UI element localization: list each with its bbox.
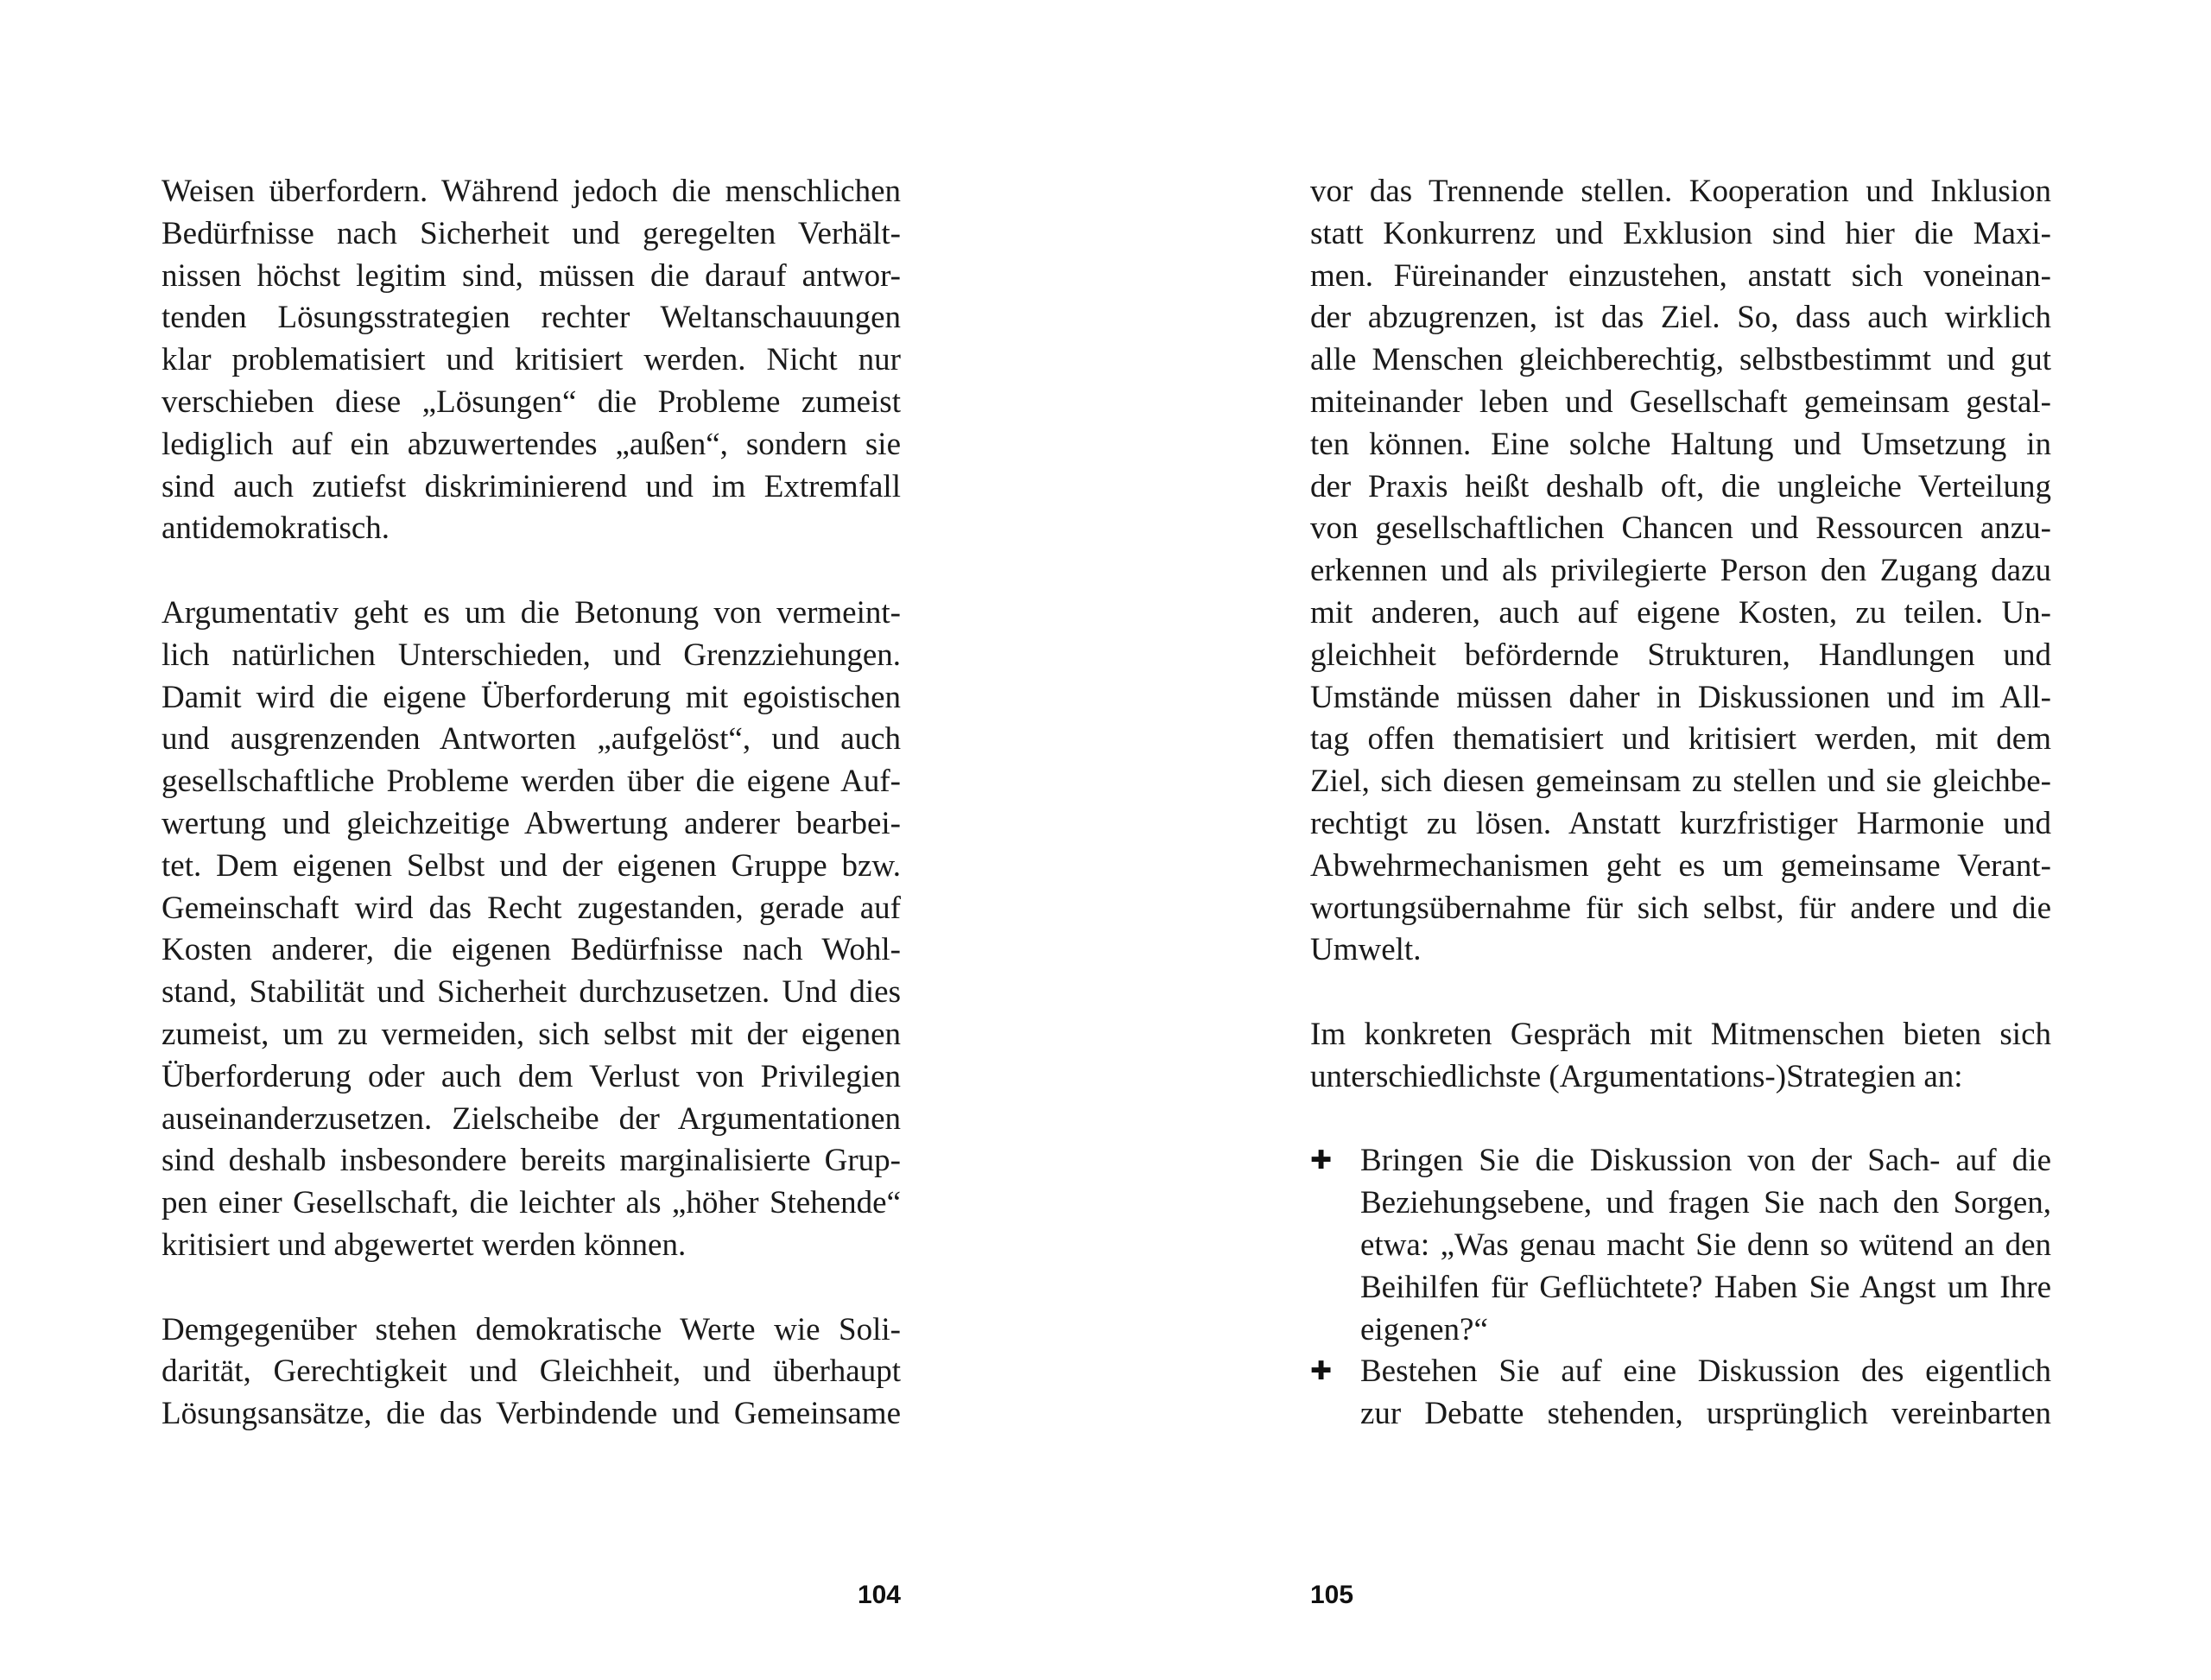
text-line: Gemeinschaft wird das Recht zugestanden, gerade auf: [162, 890, 901, 926]
strategy-list: [1310, 1140, 2051, 1436]
text-line: tet. Dem eigenen Selbst und der eigenen Gruppe bzw.: [162, 847, 901, 884]
text-line: miteinander leben und Gesellschaft gemeinsam gestal-: [1310, 384, 2051, 420]
text-line: gleichheit befördernde Strukturen, Handlungen und: [1310, 637, 2051, 673]
text-line: der abzugrenzen, ist das Ziel. So, dass auch wirklich: [1310, 300, 2051, 336]
text-line: ten können. Eine solche Haltung und Umsetzung in: [1310, 426, 2051, 462]
text-line: zur Debatte stehenden, ursprünglich vereinbarten: [1360, 1396, 2051, 1432]
text-line: von gesellschaftlichen Chancen und Ressourcen anzu-: [1310, 510, 2051, 547]
text-line: sind auch zutiefst diskriminierend und im Extremfall: [162, 468, 901, 504]
text-line: rechtigt zu lösen. Anstatt kurzfristiger Harmonie und: [1310, 805, 2051, 841]
right-page: [1106, 0, 2211, 1680]
text-line: Umstände müssen daher in Diskussionen und im All-: [1310, 679, 2051, 715]
list-item: [1310, 1351, 2051, 1436]
paragraph: [1310, 171, 2051, 972]
text-line: unterschiedlichste (Argumentations-)Strategien an:: [1310, 1058, 1963, 1094]
text-line: der Praxis heißt deshalb oft, die ungleiche Verteilung: [1310, 468, 2051, 504]
text-line: auseinanderzusetzen. Zielscheibe der Argumentationen: [162, 1100, 901, 1137]
paragraph: [162, 593, 901, 1267]
text-line: Damit wird die eigene Überforderung mit egoistischen: [162, 679, 901, 715]
text-line: klar problematisiert und kritisiert werden. Nicht nur: [162, 342, 901, 378]
page-number: 105: [1310, 1581, 1354, 1609]
text-line: kritisiert und abgewertet werden können.: [162, 1227, 687, 1263]
text-line: stand, Stabilität und Sicherheit durchzusetzen. Und dies: [162, 974, 901, 1011]
text-line: Ziel, sich diesen gemeinsam zu stellen und sie gleichbe-: [1310, 764, 2051, 800]
text-line: Bestehen Sie auf eine Diskussion des eigentlich: [1360, 1354, 2051, 1390]
text-line: lediglich auf ein abzuwertendes „außen“, sondern sie: [162, 426, 901, 462]
text-line: wortungsübernahme für sich selbst, für andere und die: [1310, 890, 2051, 926]
text-line: lich natürlichen Unterschieden, und Grenzziehungen.: [162, 637, 901, 673]
text-line: Abwehrmechanismen geht es um gemeinsame Verant-: [1310, 847, 2051, 884]
text-line: Umwelt.: [1310, 932, 1422, 968]
text-line: antidemokratisch.: [162, 510, 390, 547]
text-line: und ausgrenzenden Antworten „aufgelöst“, und auch: [162, 721, 901, 758]
text-line: men. Füreinander einzustehen, anstatt sich voneinan-: [1310, 257, 2051, 294]
text-line: eigenen?“: [1360, 1311, 1488, 1347]
text-line: pen einer Gesellschaft, die leichter als „höher Stehende“: [162, 1185, 901, 1221]
text-line: etwa: „Was genau macht Sie denn so wütend an den: [1360, 1227, 2051, 1263]
text-line: Argumentativ geht es um die Betonung von vermeint-: [162, 594, 901, 631]
text-line: erkennen und als privilegierte Person den Zugang dazu: [1310, 553, 2051, 589]
text-line: Kosten anderer, die eigenen Bedürfnisse nach Wohl-: [162, 932, 901, 968]
text-line: verschieben diese „Lösungen“ die Probleme zumeist: [162, 384, 901, 420]
paragraph: [162, 171, 901, 550]
text-line: alle Menschen gleichberechtig, selbstbestimmt und gut: [1310, 342, 2051, 378]
text-line: mit anderen, auch auf eigene Kosten, zu teilen. Un-: [1310, 594, 2051, 631]
text-line: Beziehungsebene, und fragen Sie nach den Sorgen,: [1360, 1185, 2051, 1221]
text-line: Überforderung oder auch dem Verlust von Privilegien: [162, 1058, 901, 1094]
cross-bullet-icon: ✚: [1310, 1145, 1333, 1176]
text-line: darität, Gerechtigkeit und Gleichheit, und überhaupt: [162, 1354, 901, 1390]
text-line: nissen höchst legitim sind, müssen die darauf antwor-: [162, 257, 901, 294]
text-line: Lösungsansätze, die das Verbindende und Gemeinsame: [162, 1396, 901, 1432]
text-line: Im konkreten Gespräch mit Mitmenschen bieten sich: [1310, 1016, 2051, 1052]
text-line: gesellschaftliche Probleme werden über die eigene Auf-: [162, 764, 901, 800]
text-line: zumeist, um zu vermeiden, sich selbst mit der eigenen: [162, 1016, 901, 1052]
text-line: Demgegenüber stehen demokratische Werte wie Soli-: [162, 1311, 901, 1347]
page-number: 104: [857, 1581, 901, 1609]
text-line: Bringen Sie die Diskussion von der Sach- auf die: [1360, 1143, 2051, 1179]
text-line: Beihilfen für Geflüchtete? Haben Sie Angst um Ihre: [1360, 1269, 2051, 1305]
text-line: tenden Lösungsstrategien rechter Weltanschauungen: [162, 300, 901, 336]
text-line: tag offen thematisiert und kritisiert werden, mit dem: [1310, 721, 2051, 758]
text-line: vor das Trennende stellen. Kooperation und Inklusion: [1310, 174, 2051, 209]
text-line: wertung und gleichzeitige Abwertung anderer bearbei-: [162, 805, 901, 841]
text-line: sind deshalb insbesondere bereits marginalisierte Grup-: [162, 1143, 901, 1179]
text-line: statt Konkurrenz und Exklusion sind hier die Maxi-: [1310, 215, 2051, 251]
text-line: Bedürfnisse nach Sicherheit und geregelten Verhält-: [162, 215, 901, 251]
paragraph: [1310, 1014, 2051, 1099]
cross-bullet-icon: ✚: [1310, 1356, 1333, 1387]
list-item: [1310, 1140, 2051, 1351]
right-page-body: [1310, 171, 2051, 1436]
left-page-body: [162, 171, 901, 1436]
text-line: Weisen überfordern. Während jedoch die menschlichen: [162, 174, 901, 209]
paragraph: [162, 1309, 901, 1436]
